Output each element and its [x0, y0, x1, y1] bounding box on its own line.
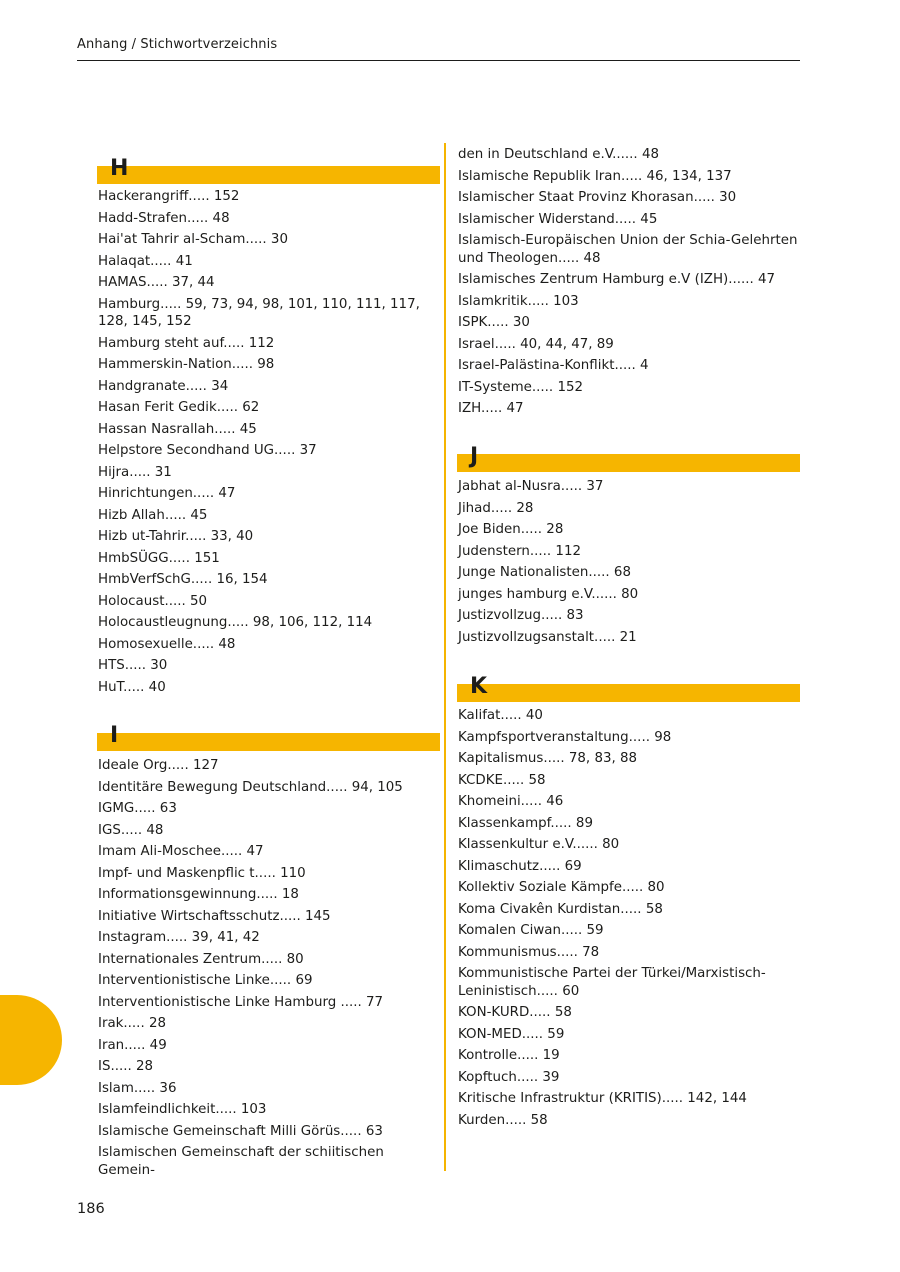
index-entry: Iran..... 49 [98, 1037, 167, 1053]
index-entry: Junge Nationalisten..... 68 [458, 565, 631, 580]
index-entry: KCDKE..... 58 [458, 772, 546, 788]
index-entry: Israel..... 40, 44, 47, 89 [458, 336, 614, 352]
index-entry: Islam..... 36 [98, 1080, 177, 1096]
index-entry: Hijra..... 31 [98, 464, 172, 480]
entry-list-k [458, 705, 800, 1131]
index-entry: Klassenkampf..... 89 [458, 815, 593, 831]
index-entry: Islamisch-Europäischen Union der Schia-Gelehrten und Theologen..... 48 [458, 233, 798, 266]
index-entry: Jabhat al-Nusra..... 37 [458, 479, 604, 494]
entry-list-h [98, 186, 440, 698]
section-letter: K [470, 674, 488, 699]
index-entry: Kopftuch..... 39 [458, 1069, 560, 1085]
index-entry: Kommunistische Partei der Türkei/Marxistisch-Leninistisch..... 60 [458, 966, 766, 999]
chapter-tab-marker [0, 995, 62, 1085]
section-heading-i [97, 713, 440, 751]
index-entry: Kalifat..... 40 [458, 708, 543, 723]
index-entry: IGS..... 48 [98, 822, 164, 838]
section-heading-k [457, 664, 800, 702]
index-entry: Handgranate..... 34 [98, 378, 229, 394]
section-letter: I [110, 723, 119, 748]
index-entry: ISPK..... 30 [458, 315, 530, 330]
page-number: 186 [77, 1201, 105, 1217]
index-entry: Islamischer Staat Provinz Khorasan..... 30 [458, 190, 737, 205]
index-entry: Homosexuelle..... 48 [98, 636, 236, 652]
index-entry: Klassenkultur e.V...... 80 [458, 837, 620, 852]
index-entry: Islamische Gemeinschaft Milli Görüs..... 63 [98, 1123, 383, 1139]
index-entry: junges hamburg e.V...... 80 [458, 586, 639, 602]
index-entry: den in Deutschland e.V...... 48 [458, 147, 659, 162]
index-entry: Klimaschutz..... 69 [458, 858, 582, 874]
index-entry: Impf- und Maskenpflic t..... 110 [98, 865, 306, 881]
index-entry: Khomeini..... 46 [458, 794, 564, 809]
index-entry: Hamburg..... 59, 73, 94, 98, 101, 110, 111, 117, 128, 145, 152 [98, 296, 420, 329]
index-entry: Interventionistische Linke Hamburg ..... 77 [98, 994, 384, 1010]
index-entry: Hai'at Tahrir al-Scham..... 30 [98, 232, 288, 247]
index-entry: Justizvollzugsanstalt..... 21 [458, 629, 637, 645]
column-divider [444, 143, 446, 1171]
index-entry: Jihad..... 28 [458, 500, 534, 516]
index-entry: Islamfeindlichkeit..... 103 [98, 1102, 267, 1117]
section-letter: J [470, 444, 479, 469]
index-entry: KON-KURD..... 58 [458, 1005, 572, 1020]
index-entry: Judenstern..... 112 [458, 543, 581, 559]
index-entry: Islamische Republik Iran..... 46, 134, 137 [458, 168, 732, 184]
index-entry: Hassan Nasrallah..... 45 [98, 421, 257, 437]
section-heading-j [457, 434, 800, 472]
index-entry: Kritische Infrastruktur (KRITIS)..... 142, 144 [458, 1091, 747, 1106]
index-entry: HuT..... 40 [98, 679, 166, 695]
section-heading-bar [457, 454, 800, 472]
index-entry: IS..... 28 [98, 1059, 154, 1074]
index-entry: Islamischen Gemeinschaft der schiitischen Gemein- [98, 1145, 384, 1178]
section-letter: H [110, 156, 129, 181]
entry-list-i-continued [458, 144, 800, 420]
index-entry: Kommunismus..... 78 [458, 944, 600, 960]
index-entry: Internationales Zentrum..... 80 [98, 951, 304, 967]
index-entry: Komalen Ciwan..... 59 [458, 923, 604, 938]
index-entry: Imam Ali-Moschee..... 47 [98, 844, 264, 859]
index-entry: Identitäre Bewegung Deutschland..... 94, 105 [98, 779, 403, 795]
index-entry: Koma Civakên Kurdistan..... 58 [458, 901, 663, 917]
index-entry: Interventionistische Linke..... 69 [98, 973, 313, 988]
index-entry: Joe Biden..... 28 [458, 522, 564, 537]
running-header-title: Anhang / Stichwortverzeichnis [77, 37, 278, 52]
index-entry: IGMG..... 63 [98, 801, 177, 816]
index-entry: Hasan Ferit Gedik..... 62 [98, 400, 260, 415]
index-entry: Irak..... 28 [98, 1016, 166, 1031]
index-entry: Kapitalismus..... 78, 83, 88 [458, 751, 638, 766]
section-heading-h [97, 146, 440, 184]
index-entry: Kollektiv Soziale Kämpfe..... 80 [458, 880, 665, 895]
index-entry: Hamburg steht auf..... 112 [98, 335, 275, 351]
index-entry: Islamkritik..... 103 [458, 293, 579, 309]
index-entry: HmbVerfSchG..... 16, 154 [98, 572, 268, 587]
index-entry: Islamisches Zentrum Hamburg e.V (IZH)...... 47 [458, 272, 776, 287]
index-entry: Kontrolle..... 19 [458, 1048, 560, 1063]
section-heading-bar [457, 684, 800, 702]
index-entry: Hammerskin-Nation..... 98 [98, 357, 275, 372]
index-entry: HTS..... 30 [98, 658, 168, 673]
index-entry: Initiative Wirtschaftsschutz..... 145 [98, 908, 331, 924]
entry-list-i [98, 755, 440, 1181]
index-entry: KON-MED..... 59 [458, 1026, 565, 1042]
index-entry: Helpstore Secondhand UG..... 37 [98, 443, 317, 458]
index-entry: Holocaustleugnung..... 98, 106, 112, 114 [98, 615, 373, 630]
header-rule [77, 60, 800, 61]
index-entry: Justizvollzug..... 83 [458, 608, 584, 623]
section-heading-bar [97, 166, 440, 184]
index-entry: Kampfsportveranstaltung..... 98 [458, 729, 672, 745]
index-entry: HAMAS..... 37, 44 [98, 275, 215, 290]
index-entry: IT-Systeme..... 152 [458, 379, 584, 395]
index-entry: IZH..... 47 [458, 401, 524, 416]
index-entry: Hadd-Strafen..... 48 [98, 210, 230, 226]
index-entry: Islamischer Widerstand..... 45 [458, 211, 658, 227]
index-entry: Hackerangriff..... 152 [98, 189, 240, 204]
section-heading-bar [97, 733, 440, 751]
index-entry: Hizb ut-Tahrir..... 33, 40 [98, 529, 254, 544]
entry-list-j [458, 476, 800, 648]
index-entry: Halaqat..... 41 [98, 253, 193, 269]
index-entry: HmbSÜGG..... 151 [98, 550, 220, 566]
index-entry: Ideale Org..... 127 [98, 758, 219, 773]
index-entry: Informationsgewinnung..... 18 [98, 887, 299, 902]
index-entry: Hinrichtungen..... 47 [98, 486, 236, 501]
index-entry: Holocaust..... 50 [98, 593, 208, 609]
index-entry: Kurden..... 58 [458, 1112, 548, 1128]
index-entry: Israel-Palästina-Konflikt..... 4 [458, 358, 649, 373]
index-entry: Hizb Allah..... 45 [98, 507, 208, 523]
index-entry: Instagram..... 39, 41, 42 [98, 930, 260, 945]
